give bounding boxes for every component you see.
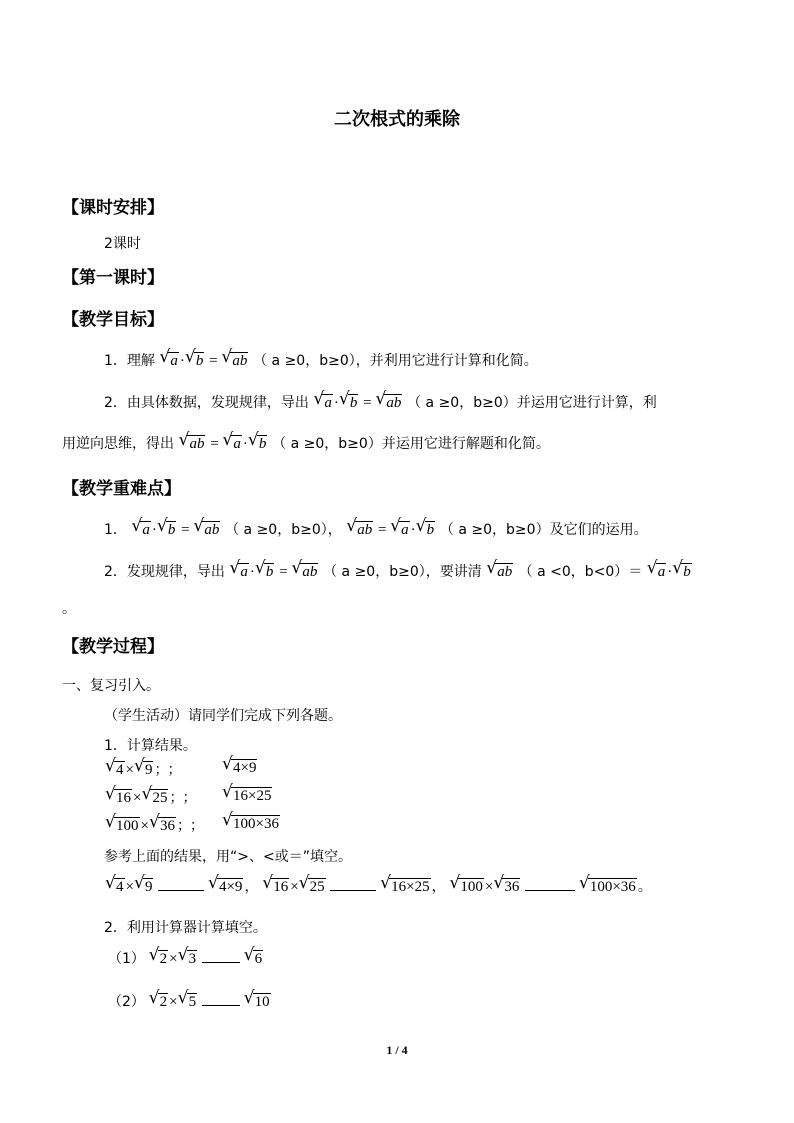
compare-instruction: 参考上面的结果，用“>、<或＝”填空。 [104,849,352,865]
key-point-2-end: 。 [62,601,76,617]
question-2: 2．利用计算器计算填空。 [104,920,267,936]
process-step-1: 一、复习引入。 [62,678,160,694]
calc-row-right: √ 4×9 [222,754,257,776]
key-point-1: 1． √ a · √ b = √ ab （ a ≥0，b≥0）， √ ab = √ a · √ b （ a ≥0，b≥0）及它们的运用。 [104,516,648,538]
student-activity: （学生活动）请同学们完成下列各题。 [104,708,342,724]
fill-row: （2） √ 2 × √ 5 √ 10 [108,988,270,1010]
answer-blank[interactable] [525,878,575,891]
section-process: 【教学过程】 [62,637,164,657]
goal-2-line2: 用逆向思维，得出 √ ab = √ a · √ b （ a ≥0，b≥0）并运用它进行解题和化简。 [62,430,550,452]
answer-blank[interactable] [202,993,240,1006]
key-point-2: 2．发现规律，导出 √ a · √ b = √ ab （ a ≥0，b≥0），要讲清 √ ab （ a <0，b<0）＝ √ a · √ b [104,558,691,580]
section-goals: 【教学目标】 [62,310,164,330]
formula-sqrt-product-reverse: √ ab = √ a · √ b [178,430,267,452]
formula-sqrt-product: √ a · √ b = √ ab [313,389,402,411]
schedule-value: 2课时 [104,236,141,252]
goal-1: 1．理解 √ a · √ b = √ ab （ a ≥0，b≥0），并利用它进行计算和化简。 [104,347,538,369]
answer-blank[interactable] [330,878,376,891]
question-1: 1．计算结果。 [104,738,197,754]
goal-2-line1: 2．由具体数据，发现规律，导出 √ a · √ b = √ ab （ a ≥0，b≥0）并运用它进行计算，利 [104,389,657,411]
page-number: 1 / 4 [386,1043,408,1057]
calc-row-right: √ 16×25 [222,782,272,804]
compare-line: √ 4 × √ 9 √ 4×9 ， √ 16 × √ 25 √ 16×25 ， √ 100 × √ 36 √ 100×36 。 [105,873,652,895]
formula-sqrt-product: √ a · √ b = √ ab [159,347,248,369]
section-schedule: 【课时安排】 [62,198,164,218]
section-first-lesson: 【第一课时】 [62,268,164,288]
calc-row-right: √ 100×36 [222,810,279,832]
page-title: 二次根式的乘除 [334,109,460,130]
calc-row: √ 100 × √ 36 ； ； [105,812,204,834]
fill-row: （1） √ 2 × √ 3 √ 6 [108,945,263,967]
calc-row: √ 16 × √ 25 ； ； [105,784,197,806]
answer-blank[interactable] [202,950,240,963]
section-key-points: 【教学重难点】 [62,479,181,499]
answer-blank[interactable] [158,878,204,891]
calc-row: √ 4 × √ 9 ； ； [105,756,182,778]
